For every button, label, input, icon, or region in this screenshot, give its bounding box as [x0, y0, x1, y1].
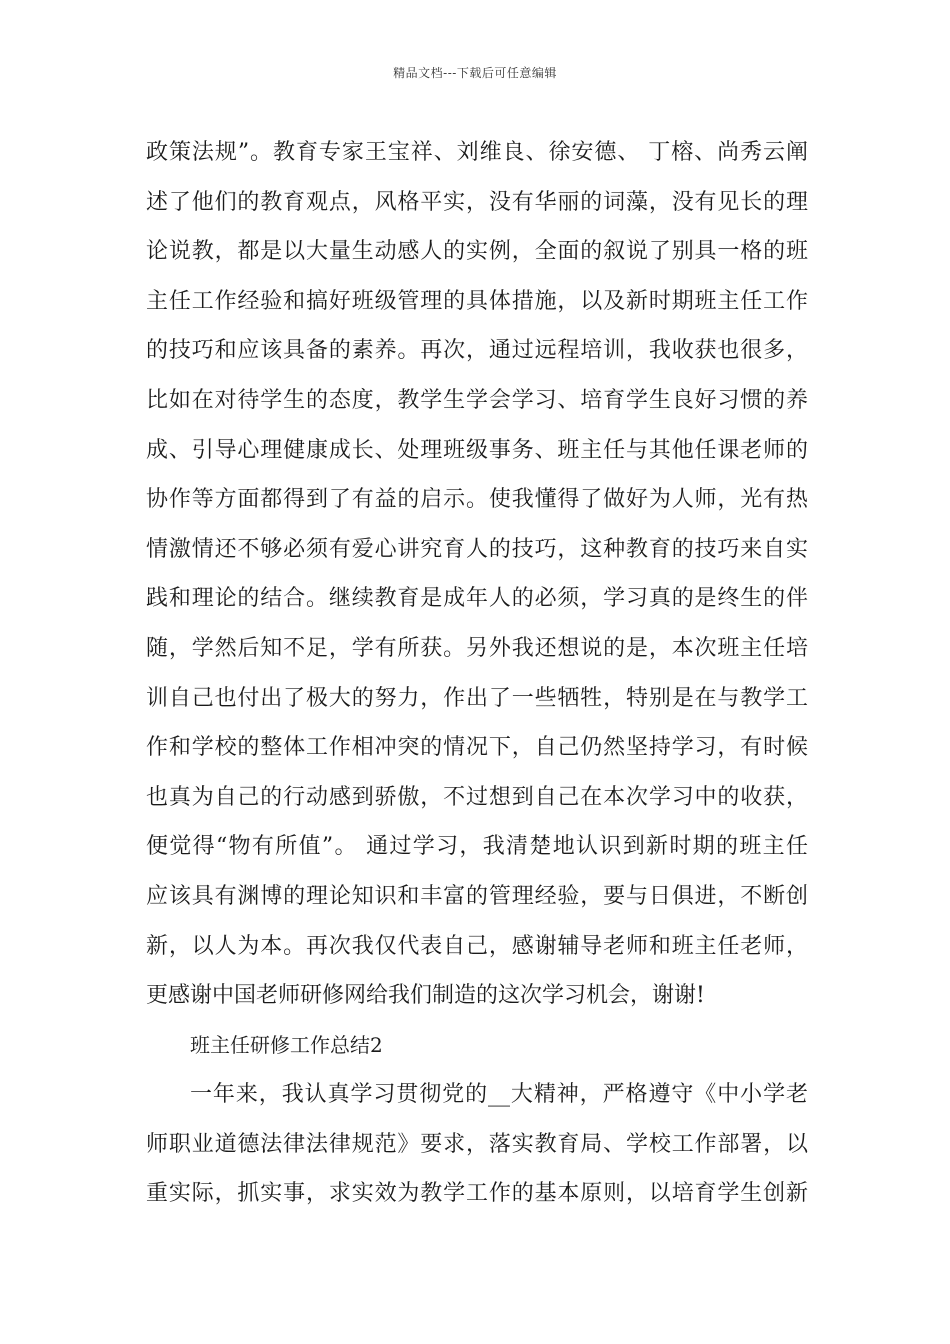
body-line-9: 情激情还不够必须有爱心讲究育人的技巧，这种教育的技巧来自实 — [146, 536, 808, 562]
body-line-10: 践和理论的结合。继续教育是成年人的必须，学习真的是终生的伴 — [146, 586, 808, 612]
body-line-15: 便觉得“物有所值”。 通过学习，我清楚地认识到新时期的班主任 — [146, 834, 808, 860]
body-line-12: 训自己也付出了极大的努力，作出了一些牺牲，特别是在与教学工 — [146, 685, 808, 711]
body-line-17: 新，以人为本。再次我仅代表自己，感谢辅导老师和班主任老师， — [146, 933, 808, 959]
body-line-7: 成、引导心理健康成长、处理班级事务、班主任与其他任课老师的 — [146, 437, 808, 463]
body-line-1: 政策法规”。教育专家王宝祥、刘维良、徐安德、 丁榕、尚秀云阐 — [146, 140, 808, 165]
body-line-18: 更感谢中国老师研修网给我们制造的这次学习机会，谢谢! — [146, 983, 705, 1009]
body-line-3: 论说教，都是以大量生动感人的实例，全面的叙说了别具一格的班 — [146, 239, 808, 265]
body-line-13: 作和学校的整体工作相冲突的情况下，自己仍然坚持学习，有时候 — [146, 735, 808, 761]
body-line-11: 随，学然后知不足，学有所获。另外我还想说的是，本次班主任培 — [146, 635, 808, 661]
paragraph2-line-3: 重实际，抓实事，求实效为教学工作的基本原则，以培育学生创新 — [146, 1181, 808, 1207]
body-line-14: 也真为自己的行动感到骄傲，不过想到自己在本次学习中的收获， — [146, 784, 808, 810]
body-line-8: 协作等方面都得到了有益的启示。使我懂得了做好为人师，光有热 — [146, 487, 808, 513]
body-line-6: 比如在对待学生的态度，教学生学会学习、培育学生良好习惯的养 — [146, 387, 808, 413]
paragraph2-line-1: 一年来，我认真学习贯彻党的__大精神，严格遵守《中小学老 — [190, 1082, 808, 1108]
section-heading: 班主任研修工作总结2 — [190, 1032, 383, 1057]
body-line-2: 述了他们的教育观点，风格平实，没有华丽的词藻，没有见长的理 — [146, 189, 808, 215]
body-line-5: 的技巧和应该具备的素养。再次，通过远程培训，我收获也很多， — [146, 338, 808, 364]
document-body — [146, 128, 808, 1219]
body-line-16: 应该具有渊博的理论知识和丰富的管理经验，要与日俱进，不断创 — [146, 883, 808, 909]
page-header: 精品文档---下载后可任意编辑 — [393, 66, 557, 80]
body-line-4: 主任工作经验和搞好班级管理的具体措施，以及新时期班主任工作 — [146, 288, 808, 314]
paragraph2-line-2: 师职业道德法律法律规范》要求，落实教育局、学校工作部署，以 — [146, 1131, 808, 1157]
